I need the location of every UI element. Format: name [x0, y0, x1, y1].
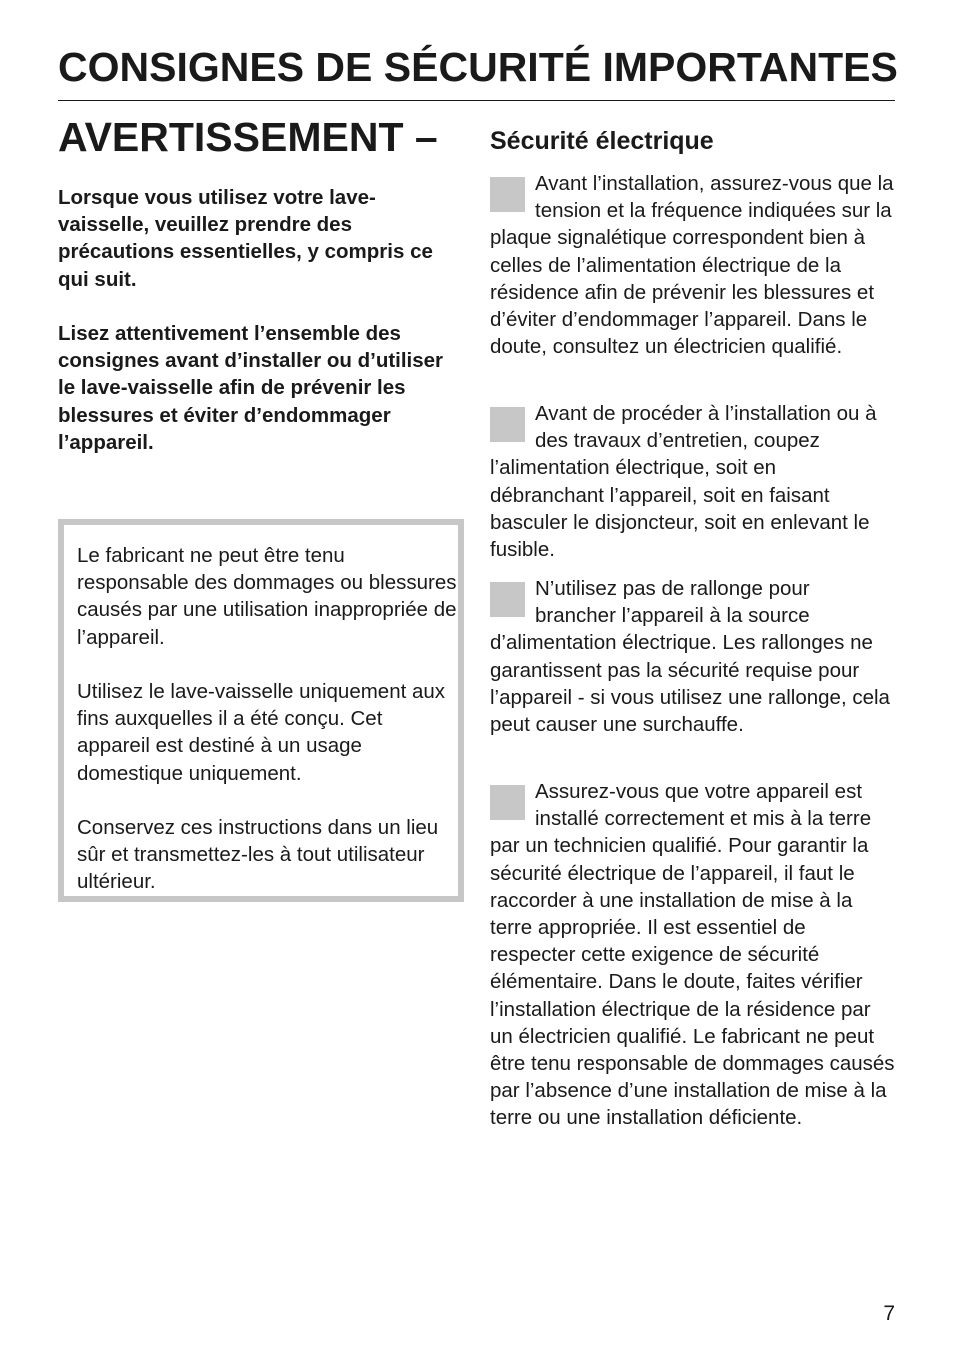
safety-item-text: Assurez-vous que votre appareil est installé correctement et mis à la terre par un technicien qualifié. Pour garantir la sécurité électrique de l’appareil, il faut le raccorder à une installation de mise à la terre appropriée. Il est essentiel de respecter cette exigence de sécurité élémentaire. Dans le doute, faites vérifier l’installation électrique de la résidence par un électricien qualifié. Le fabricant ne peut être tenu responsable de dommages causés par l’absence d’une installation de mise à la terre ou une installation déficiente. [490, 780, 895, 1130]
header-divider [58, 100, 895, 101]
safety-item-text: Avant l’installation, assurez-vous que la tension et la fréquence indiquées sur la plaque signalétique correspondent bien à celles de l’alimentation électrique de la résidence afin de prévenir les blessures et d’éviter d’endommager l’appareil. Dans le doute, consultez un électricien qualifié. [490, 172, 894, 359]
safety-item-text: Avant de procéder à l’installation ou à des travaux d’entretien, coupez l’alimentation électrique, soit en débranchant l’appareil, soit en faisant basculer le disjoncteur, soit en enlevant le fusible. [490, 402, 877, 562]
page-header-title: CONSIGNES DE SÉCURITÉ IMPORTANTES [58, 44, 898, 90]
safety-item [490, 400, 895, 563]
section-title-electrical-safety: Sécurité électrique [490, 127, 714, 155]
bullet-square-icon [490, 785, 525, 820]
warning-title: AVERTISSEMENT – [58, 114, 438, 160]
safety-item [490, 778, 895, 1132]
notice-paragraph: Le fabricant ne peut être tenu responsable des dommages ou blessures causés par une utilisation inappropriée de l’appareil. [77, 544, 457, 649]
safety-item [490, 575, 895, 738]
intro-paragraph: Lisez attentivement l’ensemble des consignes avant d’installer ou d’utiliser le lave-vaisselle afin de prévenir les blessures et éviter d’endommager l’appareil. [58, 322, 444, 454]
notice-paragraph: Utilisez le lave-vaisselle uniquement aux fins auxquelles il a été conçu. Cet appareil est destiné à un usage domestique uniquement. [77, 680, 446, 785]
notice-paragraph: Conservez ces instructions dans un lieu sûr et transmettez-les à tout utilisateur ultérieur. [77, 816, 439, 894]
safety-item-text: N’utilisez pas de rallonge pour brancher l’appareil à la source d’alimentation électrique. Les rallonges ne garantissent pas la sécurité requise pour l’appareil - si vous utilisez une rallonge, cela peut causer une surchauffe. [490, 577, 890, 737]
intro-paragraph: Lorsque vous utilisez votre lave-vaisselle, veuillez prendre des précautions essentielles, y compris ce qui suit. [58, 186, 433, 291]
page-number: 7 [883, 1302, 895, 1325]
safety-item [490, 170, 895, 360]
bullet-square-icon [490, 407, 525, 442]
bullet-square-icon [490, 582, 525, 617]
bullet-square-icon [490, 177, 525, 212]
notice-box [58, 519, 464, 902]
